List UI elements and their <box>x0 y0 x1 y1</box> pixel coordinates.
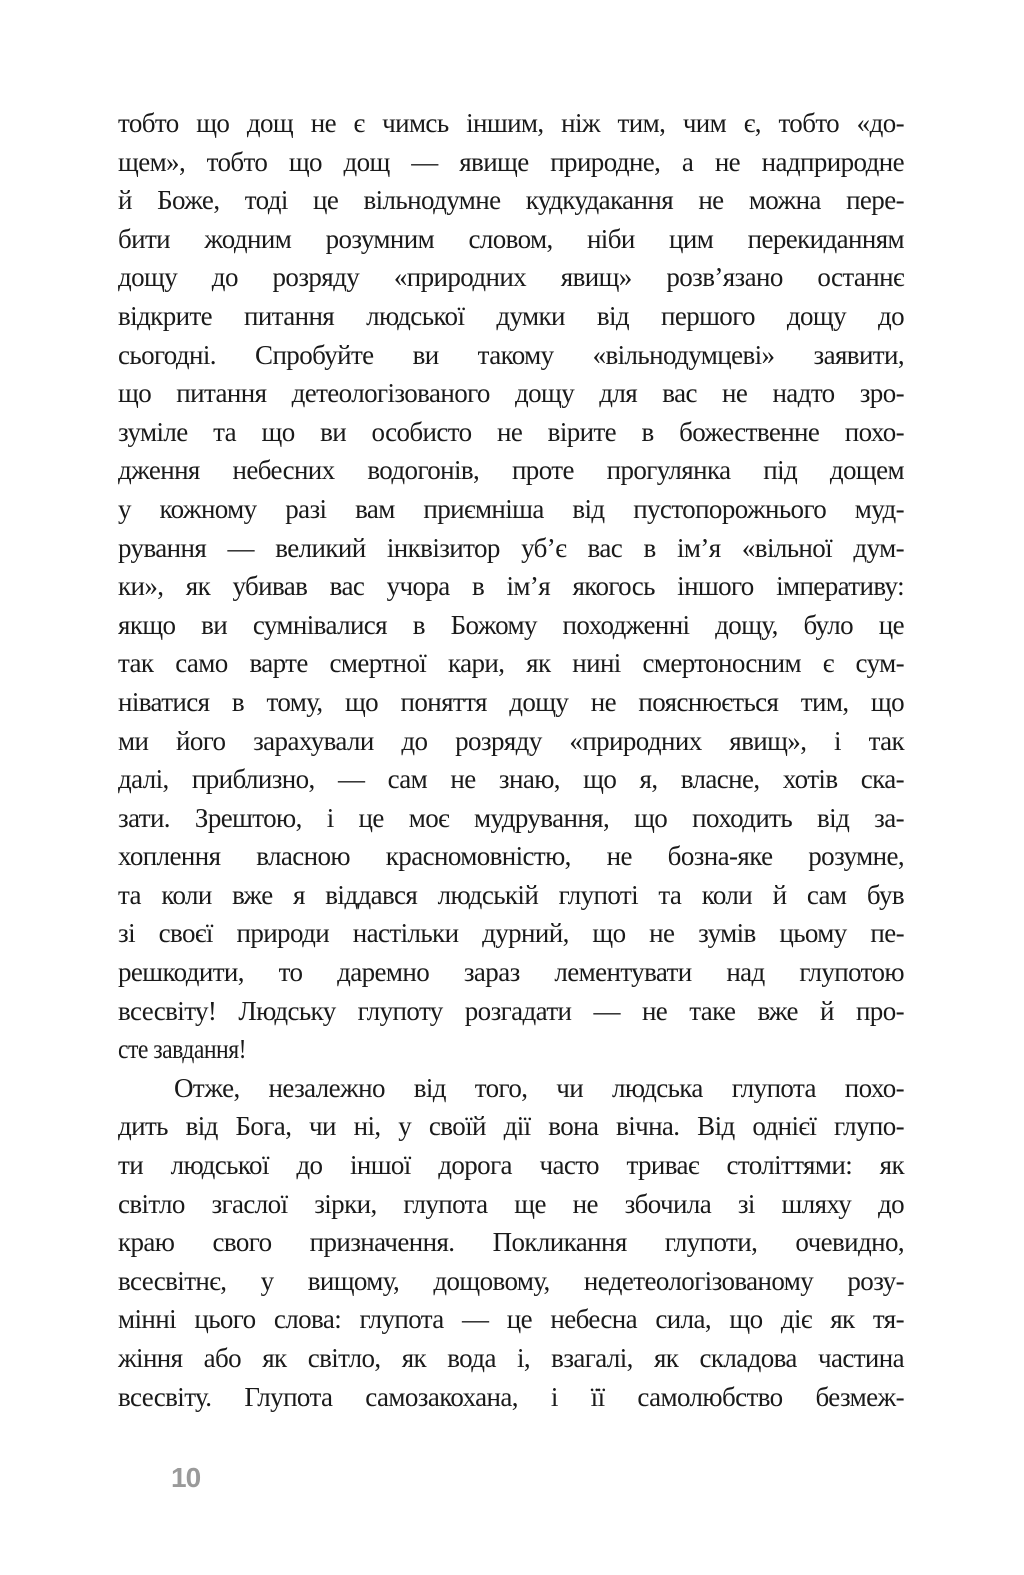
text-line: мінні цього слова: глупота — це небесна сила, що діє як тя- <box>118 1304 904 1335</box>
text-line: сте завдання! <box>118 1034 247 1065</box>
text-line: дощу до розряду «природних явищ» розв’язано останнє <box>118 262 904 293</box>
text-line: ми його зарахували до розряду «природних явищ», і так <box>118 725 904 756</box>
page-number: 10 <box>171 1462 201 1493</box>
page-body <box>118 104 904 1416</box>
text-line: далі, приблизно, — сам не знаю, що я, власне, хотів ска- <box>118 764 904 795</box>
text-line: й Боже, тоді це вільнодумне кудкудакання не можна пере- <box>118 185 904 216</box>
text-line: хоплення власною красномовністю, не бозна-яке розумне, <box>118 841 904 872</box>
text-line: всесвітнє, у вищому, дощовому, недетеологізованому розу- <box>118 1265 904 1296</box>
text-line: всесвіту! Людську глупоту розгадати — не таке вже й про- <box>118 995 904 1026</box>
text-line: решкодити, то даремно зараз лементувати над глупотою <box>118 957 904 988</box>
text-line: жіння або як світло, як вода і, взагалі, як складова частина <box>118 1343 904 1373</box>
text-line: зуміле та що ви особисто не вірите в божественне похо- <box>118 416 904 447</box>
text-line: всесвіту. Глупота самозакохана, і її самолюбство безмеж- <box>118 1381 904 1412</box>
text-line: ніватися в тому, що поняття дощу не пояснюється тим, що <box>118 686 904 717</box>
text-line: сьогодні. Спробуйте ви такому «вільнодумцеві» заявити, <box>118 339 904 370</box>
text-line: якщо ви сумнівалися в Божому походженні дощу, було це <box>118 609 904 640</box>
text-line: що питання детеологізованого дощу для вас не надто зро- <box>118 378 904 409</box>
text-line: Отже, незалежно від того, чи людська глупота похо- <box>174 1072 904 1103</box>
paragraph-2 <box>118 1069 904 1416</box>
text-line: так само варте смертної кари, як нині смертоносним є сум- <box>118 648 904 679</box>
text-line: зі своєї природи настільки дурний, що не зумів цьому пе- <box>118 918 904 949</box>
text-line: тобто що дощ не є чимсь іншим, ніж тим, чим є, тобто «до- <box>118 108 904 138</box>
text-line: дить від Бога, чи ні, у своїй дії вона вічна. Від однієї глупо- <box>118 1111 904 1142</box>
text-line: відкрите питання людської думки від першого дощу до <box>118 300 904 331</box>
text-line: бити жодним розумним словом, ніби цим перекиданням <box>118 223 904 254</box>
text-line: рування — великий інквізитор уб’є вас в ім’я «вільної дум- <box>118 532 904 563</box>
text-line: світло згаслої зірки, глупота ще не збочила зі шляху до <box>118 1188 904 1219</box>
text-line: та коли вже я віддався людській глупоті та коли й сам був <box>118 879 904 910</box>
text-line: ки», як убивав вас учора в ім’я якогось іншого імперативу: <box>118 571 904 602</box>
text-line: краю свого призначення. Покликання глупоти, очевидно, <box>118 1227 904 1258</box>
text-line: зати. Зрештою, і це моє мудрування, що походить від за- <box>118 802 904 833</box>
text-line: ти людської до іншої дорога часто триває століттями: як <box>118 1150 904 1181</box>
paragraph-1 <box>118 104 904 1069</box>
text-line: дження небесних водогонів, проте прогулянка під дощем <box>118 455 904 486</box>
text-line: щем», тобто що дощ — явище природне, а не надприродне <box>118 146 904 177</box>
text-line: у кожному разі вам приємніша від пустопорожнього муд- <box>118 493 904 524</box>
